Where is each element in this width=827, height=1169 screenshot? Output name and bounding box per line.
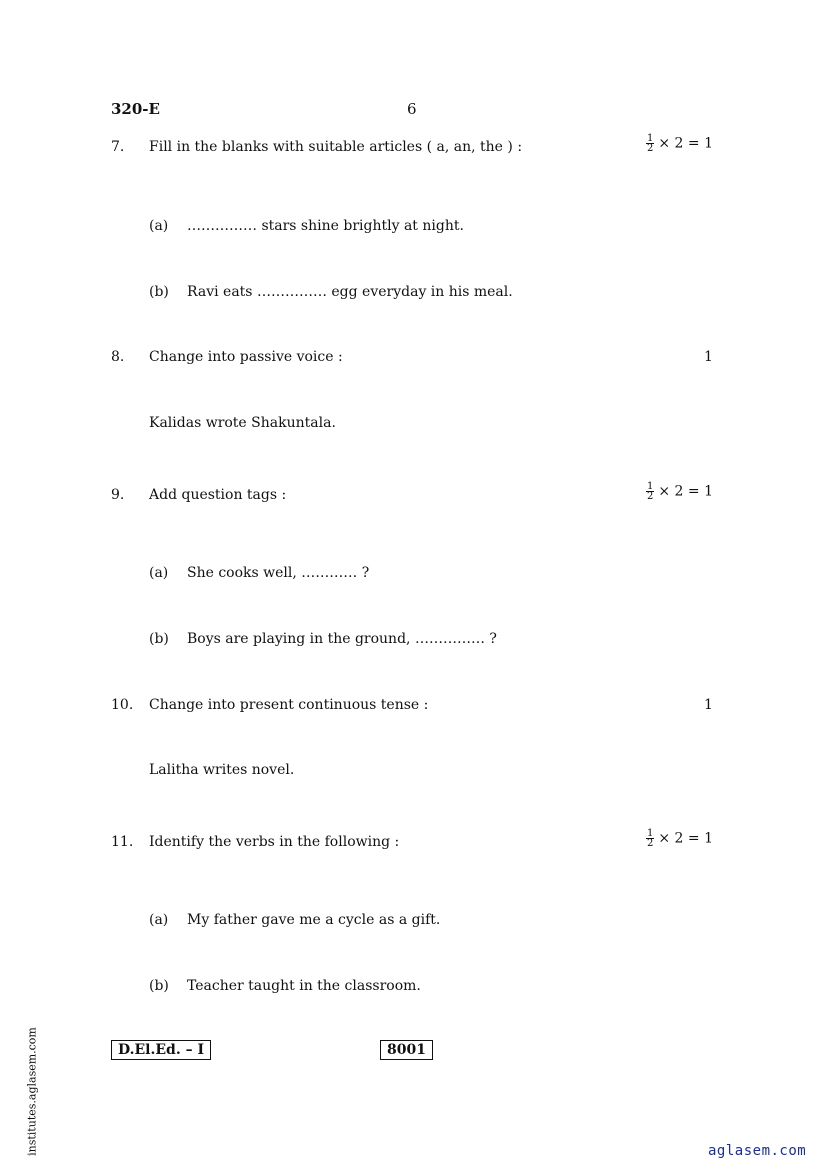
part-text: …………… stars shine brightly at night. <box>187 218 464 234</box>
part-label: (a) <box>149 565 169 581</box>
side-watermark: institutes.aglasem.com <box>25 1027 39 1156</box>
part-label: (b) <box>149 284 169 300</box>
course-label-box: D.El.Ed. – I <box>111 1040 211 1060</box>
question-text: Add question tags : <box>149 487 287 503</box>
question-marks: $\frac{1}{2}$ × 2 = 1 <box>647 133 714 154</box>
question-number: 7. <box>111 139 125 155</box>
part-text: Teacher taught in the classroom. <box>187 978 421 994</box>
question-text: Change into passive voice : <box>149 349 343 365</box>
part-label: (a) <box>149 912 169 928</box>
half-fraction: $\frac{1}{2}$ <box>647 481 654 502</box>
paper-code: 320-E <box>111 100 160 118</box>
question-body: Kalidas wrote Shakuntala. <box>149 415 336 431</box>
part-text: She cooks well, ………… ? <box>187 565 370 581</box>
paper-code-box: 8001 <box>380 1040 433 1060</box>
question-text: Change into present continuous tense : <box>149 697 429 713</box>
question-body: Lalitha writes novel. <box>149 762 295 778</box>
question-marks: $\frac{1}{2}$ × 2 = 1 <box>647 481 714 502</box>
part-label: (a) <box>149 218 169 234</box>
question-marks: 1 <box>704 697 713 713</box>
question-marks: 1 <box>704 349 713 365</box>
question-number: 11. <box>111 834 134 850</box>
part-label: (b) <box>149 978 169 994</box>
question-text: Identify the verbs in the following : <box>149 834 400 850</box>
question-number: 8. <box>111 349 125 365</box>
question-marks: $\frac{1}{2}$ × 2 = 1 <box>647 828 714 849</box>
question-text: Fill in the blanks with suitable articles ( a, an, the ) : <box>149 139 523 155</box>
part-label: (b) <box>149 631 169 647</box>
part-text: My father gave me a cycle as a gift. <box>187 912 441 928</box>
part-text: Boys are playing in the ground, …………… ? <box>187 631 497 647</box>
question-number: 10. <box>111 697 134 713</box>
half-fraction: $\frac{1}{2}$ <box>647 133 654 154</box>
part-text: Ravi eats …………… egg everyday in his meal. <box>187 284 513 300</box>
brand-watermark[interactable]: aglasem.com <box>708 1143 807 1159</box>
half-fraction: $\frac{1}{2}$ <box>647 828 654 849</box>
page-number: 6 <box>407 100 417 118</box>
question-number: 9. <box>111 487 125 503</box>
